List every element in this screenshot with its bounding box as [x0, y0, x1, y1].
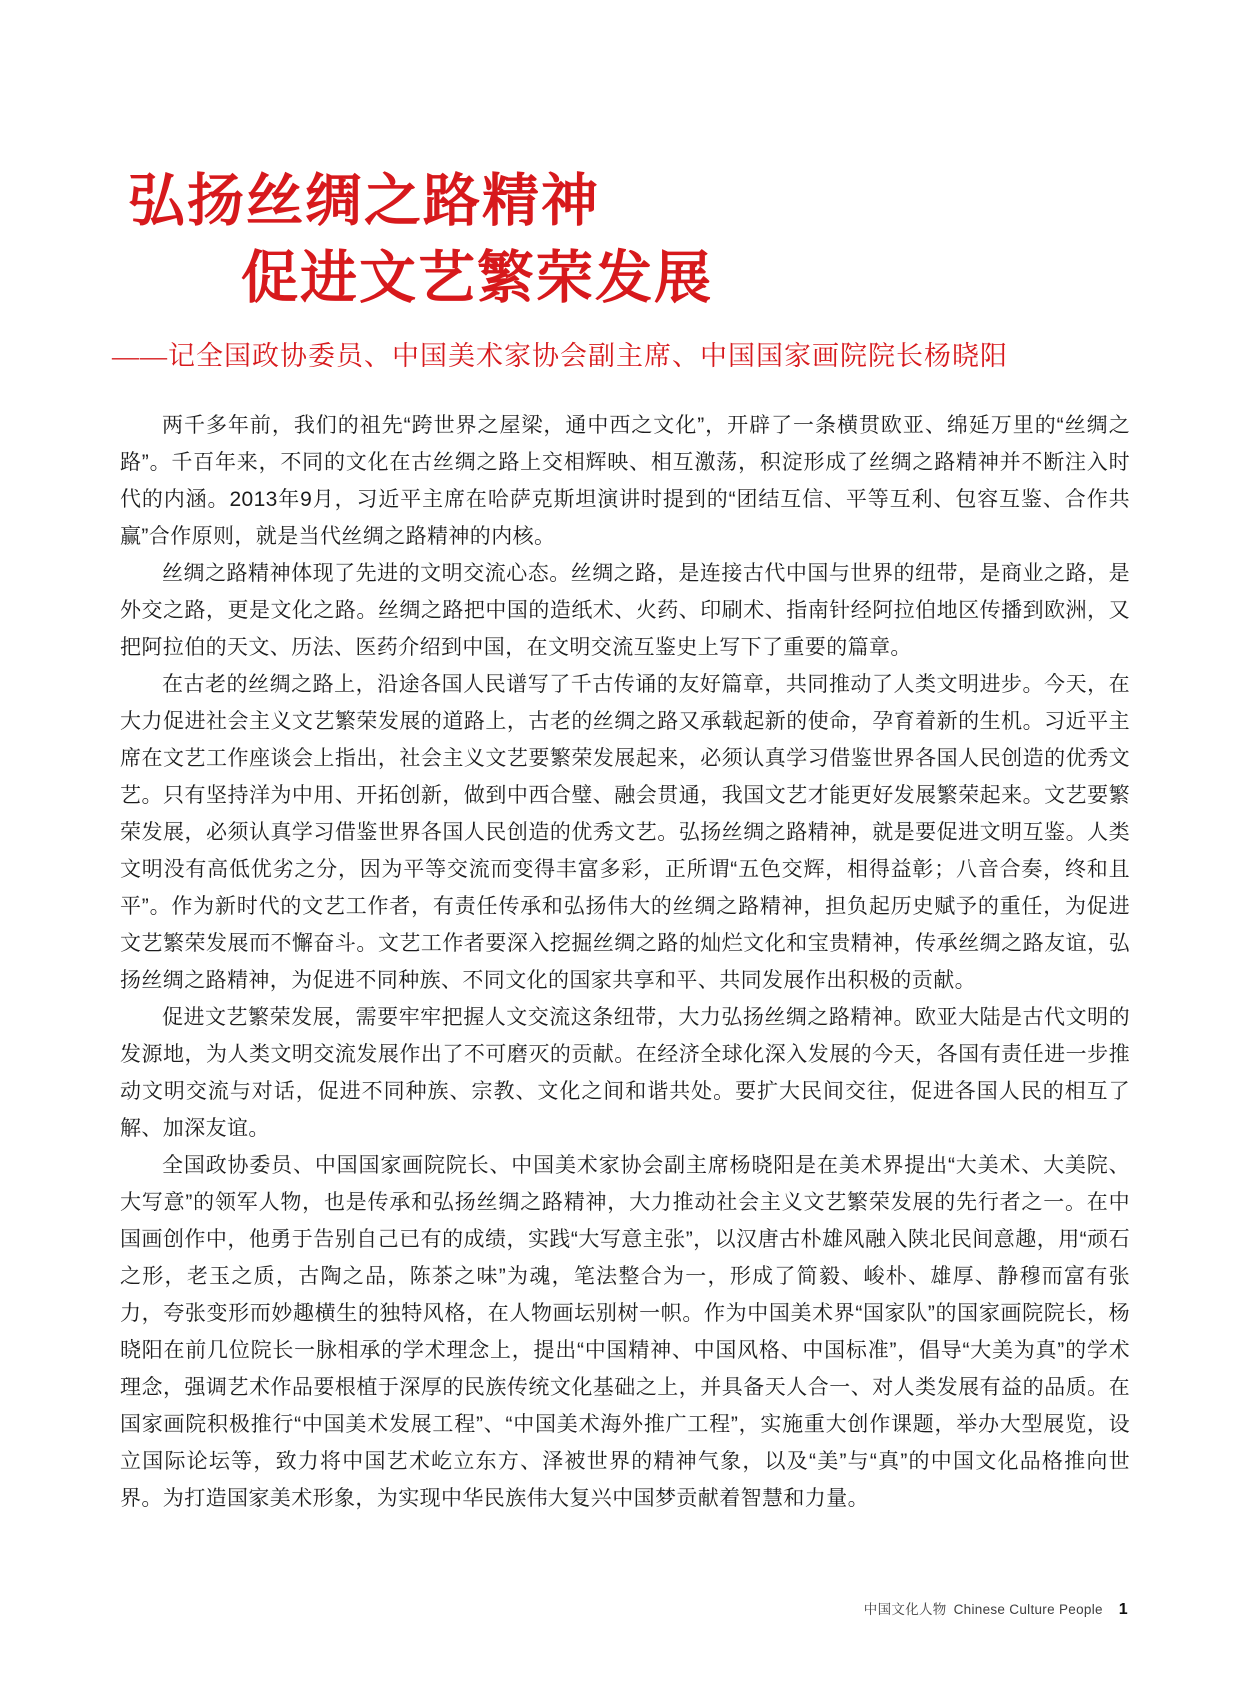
- title-line-1: 弘扬丝绸之路精神: [128, 169, 600, 233]
- article-body: [120, 407, 1130, 1517]
- article-title: [128, 163, 1128, 317]
- paragraph-5: 全国政协委员、中国国家画院院长、中国美术家协会副主席杨晓阳是在美术界提出“大美术、大美院、大写意”的领军人物，也是传承和弘扬丝绸之路精神，大力推动社会主义文艺繁荣发展的先行者之一。在中国画创作中，他勇于告别自己已有的成绩，实践“大写意主张”，以汉唐古朴雄风融入陕北民间意趣，用“顽石之形，老玉之质，古陶之品，陈茶之味”为魂，笔法整合为一，形成了简毅、峻朴、雄厚、静穆而富有张力，夸张变形而妙趣横生的独特风格，在人物画坛别树一帜。作为中国美术界“国家队”的国家画院院长，杨晓阳在前几位院长一脉相承的学术理念上，提出“中国精神、中国风格、中国标准”，倡导“大美为真”的学术理念，强调艺术作品要根植于深厚的民族传统文化基础之上，并具备天人合一、对人类发展有益的品质。在国家画院积极推行“中国美术发展工程”、“中国美术海外推广工程”，实施重大创作课题，举办大型展览，设立国际论坛等，致力将中国艺术屹立东方、泽被世界的精神气象，以及“美”与“真”的中国文化品格推向世界。为打造国家美术形象，为实现中华民族伟大复兴中国梦贡献着智慧和力量。: [120, 1154, 1130, 1510]
- article-header: [112, 163, 1128, 373]
- paragraph-2: 丝绸之路精神体现了先进的文明交流心态。丝绸之路，是连接古代中国与世界的纽带，是商业之路，是外交之路，更是文化之路。丝绸之路把中国的造纸术、火药、印刷术、指南针经阿拉伯地区传播到欧洲，又把阿拉伯的天文、历法、医药介绍到中国，在文明交流互鉴史上写下了重要的篇章。: [120, 562, 1130, 659]
- page-number: 1: [1118, 1601, 1128, 1618]
- page-footer: [864, 1598, 1128, 1619]
- paragraph-1: 两千多年前，我们的祖先“跨世界之屋梁，通中西之文化”，开辟了一条横贯欧亚、绵延万里的“丝绸之路”。千百年来，不同的文化在古丝绸之路上交相辉映、相互激荡，积淀形成了丝绸之路精神并不断注入时代的内涵。2013年9月，习近平主席在哈萨克斯坦演讲时提到的“团结互信、平等互利、包容互鉴、合作共赢”合作原则，就是当代丝绸之路精神的内核。: [120, 414, 1130, 548]
- paragraph-3: 在古老的丝绸之路上，沿途各国人民谱写了千古传诵的友好篇章，共同推动了人类文明进步。今天，在大力促进社会主义文艺繁荣发展的道路上，古老的丝绸之路又承载起新的使命，孕育着新的生机。习近平主席在文艺工作座谈会上指出，社会主义文艺要繁荣发展起来，必须认真学习借鉴世界各国人民创造的优秀文艺。只有坚持洋为中用、开拓创新，做到中西合璧、融会贯通，我国文艺才能更好发展繁荣起来。文艺要繁荣发展，必须认真学习借鉴世界各国人民创造的优秀文艺。弘扬丝绸之路精神，就是要促进文明互鉴。人类文明没有高低优劣之分，因为平等交流而变得丰富多彩，正所谓“五色交辉，相得益彰；八音合奏，终和且平”。作为新时代的文艺工作者，有责任传承和弘扬伟大的丝绸之路精神，担负起历史赋予的重任，为促进文艺繁荣发展而不懈奋斗。文艺工作者要深入挖掘丝绸之路的灿烂文化和宝贵精神，传承丝绸之路友谊，弘扬丝绸之路精神，为促进不同种族、不同文化的国家共享和平、共同发展作出积极的贡献。: [120, 673, 1130, 992]
- journal-name-en: Chinese Culture People: [953, 1602, 1103, 1617]
- article-subtitle: ——记全国政协委员、中国美术家协会副主席、中国国家画院院长杨晓阳: [112, 341, 1008, 371]
- title-line-2: 促进文艺繁荣发展: [241, 246, 713, 310]
- journal-name-cn: 中国文化人物: [863, 1602, 947, 1617]
- paragraph-4: 促进文艺繁荣发展，需要牢牢把握人文交流这条纽带，大力弘扬丝绸之路精神。欧亚大陆是古代文明的发源地，为人类文明交流发展作出了不可磨灭的贡献。在经济全球化深入发展的今天，各国有责任进一步推动文明交流与对话，促进不同种族、宗教、文化之间和谐共处。要扩大民间交往，促进各国人民的相互了解、加深友谊。: [120, 1006, 1130, 1140]
